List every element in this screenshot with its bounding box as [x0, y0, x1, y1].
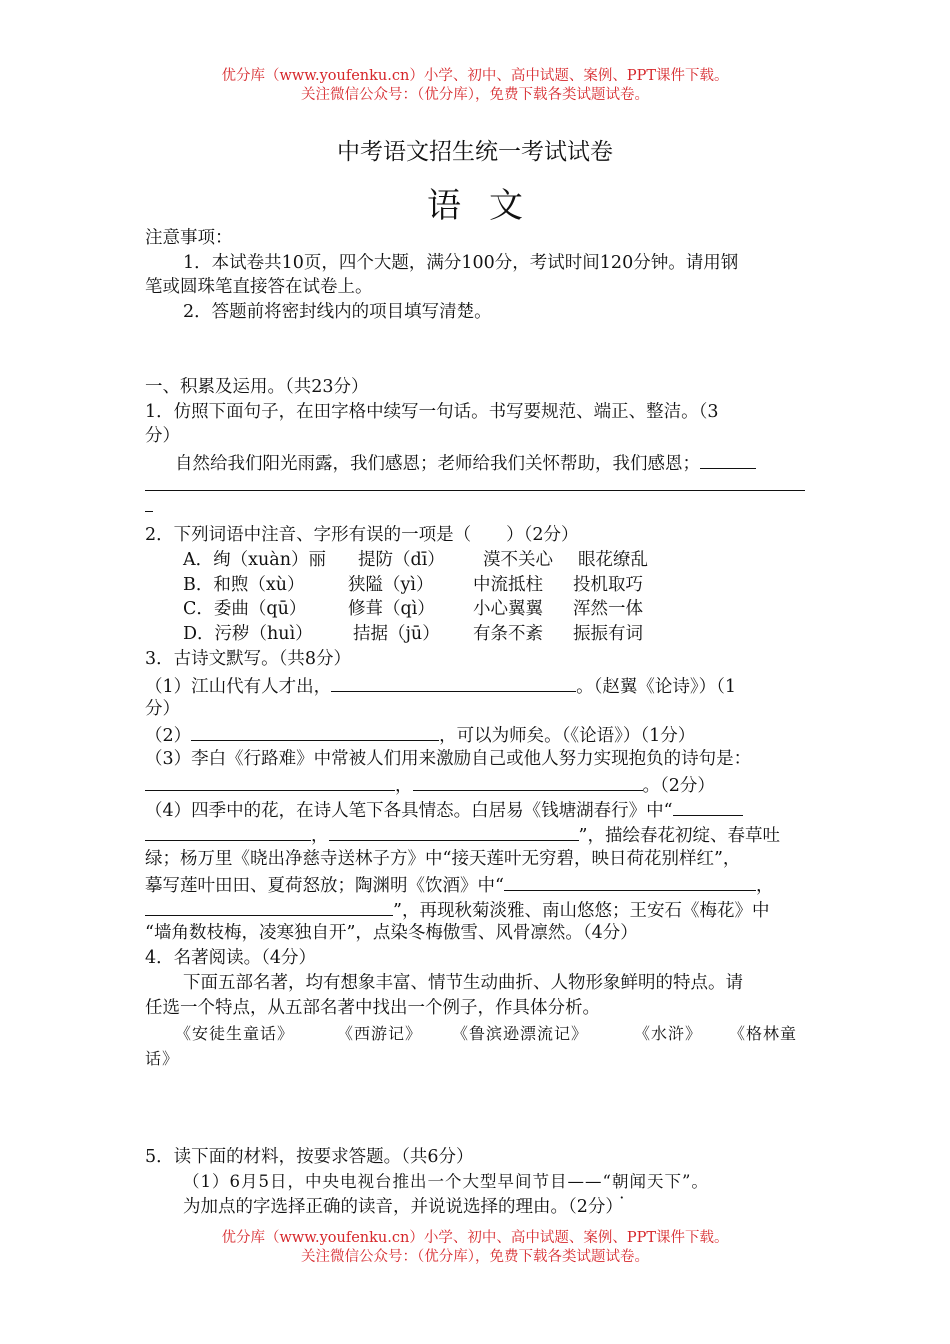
- q3-p1-score: 分）: [145, 699, 180, 719]
- q1-answer-line[interactable]: [145, 490, 805, 491]
- notice-item-2: 2．答题前将密封线内的项目填写清楚。: [183, 302, 492, 322]
- notice-item-1b: 笔或圆珠笔直接答在试卷上。: [145, 277, 373, 297]
- q3-p4-line-h: “墙角数枝梅，凌寒独自开”，点染冬梅傲雪、风骨凛然。（4分）: [145, 923, 638, 943]
- q3-p1-blank[interactable]: [331, 673, 576, 692]
- q3-p3-text: （3）李白《行路难》中常被人们用来激励自己或他人努力实现抱负的诗句是：: [145, 749, 752, 769]
- q3-p4-text-g: ”，再现秋菊淡雅、南山悠悠；王安石《梅花》中: [393, 901, 770, 921]
- q5-p1-text: （1）6月5日，中央电视台推出一个大型早间节目——“: [183, 1172, 612, 1191]
- q3-p4-line-a: [145, 797, 743, 823]
- q3-p4-comma-2: ，: [755, 876, 774, 896]
- q2-c-2: 修葺（qì）: [348, 599, 435, 619]
- q2-a-3: 漠不关心: [483, 550, 553, 570]
- q2-option-d[interactable]: [183, 622, 643, 646]
- footer-line-1: 优分库（www.youfenku.cn）小学、初中、高中试题、案例、PPT课件下载。: [221, 1230, 729, 1246]
- q3-stem: 3．古诗文默写。（共8分）: [145, 649, 352, 669]
- q2-b-3: 中流抵柱: [473, 575, 543, 595]
- q4-book-list: [175, 1022, 797, 1046]
- q2-stem: 2．下列词语中注音、字形有误的一项是（ ）（2分）: [145, 525, 579, 545]
- q3-p1-source: 。（赵翼《论诗》）（1: [576, 677, 737, 697]
- q3-p3-score: 。（2分）: [642, 776, 715, 796]
- q3-p4-blank-1a[interactable]: [673, 797, 743, 816]
- q4-book-4: 《水浒》: [634, 1024, 703, 1043]
- q2-d-3: 有条不紊: [473, 624, 543, 644]
- header-line-2: 关注微信公众号：（优分库），免费下载各类试题试卷。: [301, 87, 649, 103]
- q1-line-c: [175, 450, 756, 476]
- q4-book-5: 《格林童: [729, 1024, 798, 1043]
- q3-p4-line-b: [145, 822, 780, 848]
- q3-p3-comma: ，: [395, 776, 413, 796]
- q2-d-4: 振振有词: [573, 624, 643, 644]
- section-1-heading: 一、积累及运用。（共23分）: [145, 377, 369, 397]
- q2-a-1: A．绚（xuàn）丽: [183, 550, 326, 570]
- q1-answer-line-end: [145, 511, 153, 512]
- q5-stem: 5．读下面的材料，按要求答题。（共6分）: [145, 1147, 474, 1167]
- q3-p4-line-d: 绿；杨万里《晓出净慈寺送林子方》中“接天莲叶无穷碧，映日荷花别样红”，: [145, 849, 741, 869]
- q2-b-4: 投机取巧: [573, 575, 643, 595]
- q3-p4-line-e: [145, 872, 773, 898]
- q4-book-3: 《鲁滨逊漂流记》: [452, 1024, 589, 1043]
- q2-c-1: C．委曲（qū）: [183, 599, 307, 619]
- q2-b-2: 狭隘（yì）: [348, 575, 434, 595]
- q2-option-c[interactable]: [183, 597, 643, 621]
- q3-p1-text: （1）江山代有人才出，: [145, 677, 332, 697]
- q3-p3-blank-2[interactable]: [413, 772, 643, 791]
- notice-heading: 注意事项：: [145, 228, 233, 248]
- q3-p2-blank[interactable]: [191, 722, 439, 741]
- q3-p3-answers: [145, 772, 715, 798]
- q3-part-1: [145, 673, 736, 699]
- q3-p4-blank-3[interactable]: [504, 872, 756, 891]
- q3-p4-text-a: （4）四季中的花，在诗人笔下各具情态。白居易《钱塘湖春行》中“: [145, 801, 673, 821]
- q4-para-1: 下面五部名著，均有想象丰富、情节生动曲折、人物形象鲜明的特点。请: [183, 973, 743, 993]
- q2-a-4: 眼花缭乱: [578, 550, 648, 570]
- q1-answer-blank[interactable]: [700, 450, 756, 469]
- footer-line-2: 关注微信公众号：（优分库），免费下载各类试题试卷。: [301, 1249, 649, 1265]
- q5-part-1: [183, 1170, 709, 1194]
- q1-line-a: 1．仿照下面句子，在田字格中续写一句话。书写要规范、端正、整洁。（3: [145, 402, 719, 422]
- subject-title: 语文: [427, 186, 551, 226]
- q4-para-2: 任选一个特点，从五部名著中找出一个例子，作具体分析。: [145, 998, 600, 1018]
- q4-book-1: 《安徒生童话》: [175, 1024, 295, 1043]
- q3-p4-blank-4[interactable]: [145, 897, 393, 916]
- q2-option-b[interactable]: [183, 573, 643, 597]
- q2-c-3: 小心翼翼: [473, 599, 543, 619]
- q2-option-a[interactable]: [183, 548, 648, 572]
- q3-part-2: [145, 722, 695, 748]
- notice-item-1a: 1．本试卷共10页，四个大题，满分100分，考试时间120分钟。请用钢: [183, 253, 739, 273]
- q3-p4-comma-1: ，: [311, 826, 329, 846]
- header-line-1: 优分库（www.youfenku.cn）小学、初中、高中试题、案例、PPT课件下载。: [221, 68, 729, 84]
- q4-stem: 4．名著阅读。（4分）: [145, 948, 317, 968]
- q5-dotted-char: 朝: [611, 1172, 630, 1191]
- q2-a-2: 提防（dī）: [358, 550, 445, 570]
- q2-d-2: 拮据（jū）: [353, 624, 440, 644]
- q4-book-2: 《西游记》: [337, 1024, 423, 1043]
- q3-p2-text: ，可以为师矣。（《论语》）（1分）: [439, 726, 696, 746]
- q5-part-1-task: 为加点的字选择正确的读音，并说说选择的理由。（2分）: [183, 1197, 623, 1217]
- q3-p3-blank-1[interactable]: [145, 772, 395, 791]
- q3-p4-text-c: ”，描绘春花初绽、春草吐: [578, 826, 780, 846]
- q3-p4-blank-2[interactable]: [329, 822, 579, 841]
- q3-p4-blank-1b[interactable]: [145, 822, 311, 841]
- q4-book-list-end: 话》: [145, 1049, 180, 1068]
- q5-p1-text-end: 闻天下”。: [629, 1172, 709, 1191]
- q2-b-1: B．和煦（xù）: [183, 575, 305, 595]
- q2-d-1: D．污秽（huì）: [183, 624, 313, 644]
- q1-sentence: 自然给我们阳光雨露，我们感恩；老师给我们关怀帮助，我们感恩；: [175, 454, 700, 474]
- exam-title: 中考语文招生统一考试试卷: [337, 139, 613, 165]
- q3-p4-text-e: 摹写莲叶田田、夏荷怒放；陶渊明《饮酒》中“: [145, 876, 504, 896]
- q1-line-b: 分）: [145, 426, 180, 446]
- q3-p4-line-g: [145, 897, 769, 923]
- q3-p2-label: （2）: [145, 726, 192, 746]
- q2-c-4: 浑然一体: [573, 599, 643, 619]
